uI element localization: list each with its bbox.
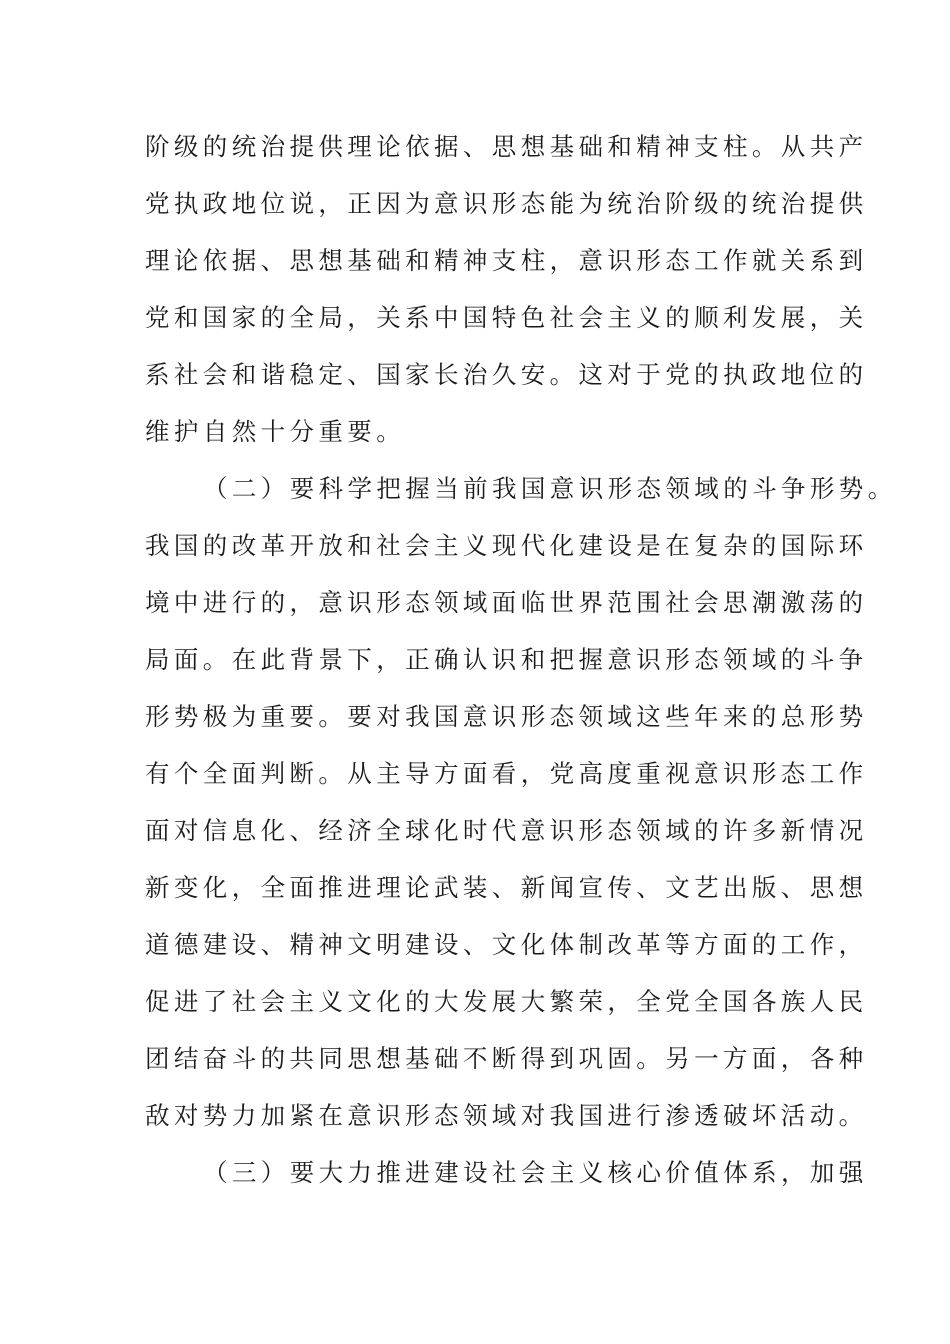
text-line: 境中进行的，意识形态领域面临世界范围社会思潮激荡的 [145,588,868,617]
text-line: 形势极为重要。要对我国意识形态领域这些年来的总形势 [145,702,868,731]
text-line: 党执政地位说，正因为意识形态能为统治阶级的统治提供 [145,189,868,218]
text-line: 系社会和谐稳定、国家长治久安。这对于党的执政地位的 [145,360,868,389]
text-line: 党和国家的全局，关系中国特色社会主义的顺利发展，关 [145,303,868,332]
section-heading-3: （三）要大力推进建设社会主义核心价值体系，加强 [203,1158,868,1187]
text-line: 敌对势力加紧在意识形态领域对我国进行渗透破坏活动。 [145,1101,868,1130]
text-line: 面对信息化、经济全球化时代意识形态领域的许多新情况 [145,816,868,845]
text-line: 局面。在此背景下，正确认识和把握意识形态领域的斗争 [145,645,868,674]
section-heading-2: （二）要科学把握当前我国意识形态领域的斗争形势。 [203,474,897,503]
text-line: 有个全面判断。从主导方面看，党高度重视意识形态工作 [145,759,868,788]
body-text [145,131,897,1214]
text-line: 理论依据、思想基础和精神支柱，意识形态工作就关系到 [145,246,868,275]
text-line: 维护自然十分重要。 [145,417,406,446]
text-line: 促进了社会主义文化的大发展大繁荣，全党全国各族人民 [145,987,868,1016]
text-line: 阶级的统治提供理论依据、思想基础和精神支柱。从共产 [145,132,868,161]
text-line: 道德建设、精神文明建设、文化体制改革等方面的工作， [145,930,868,959]
text-line: 团结奋斗的共同思想基础不断得到巩固。另一方面，各种 [145,1044,868,1073]
text-line: 我国的改革开放和社会主义现代化建设是在复杂的国际环 [145,531,868,560]
text-line: 新变化，全面推进理论武装、新闻宣传、文艺出版、思想 [145,873,868,902]
